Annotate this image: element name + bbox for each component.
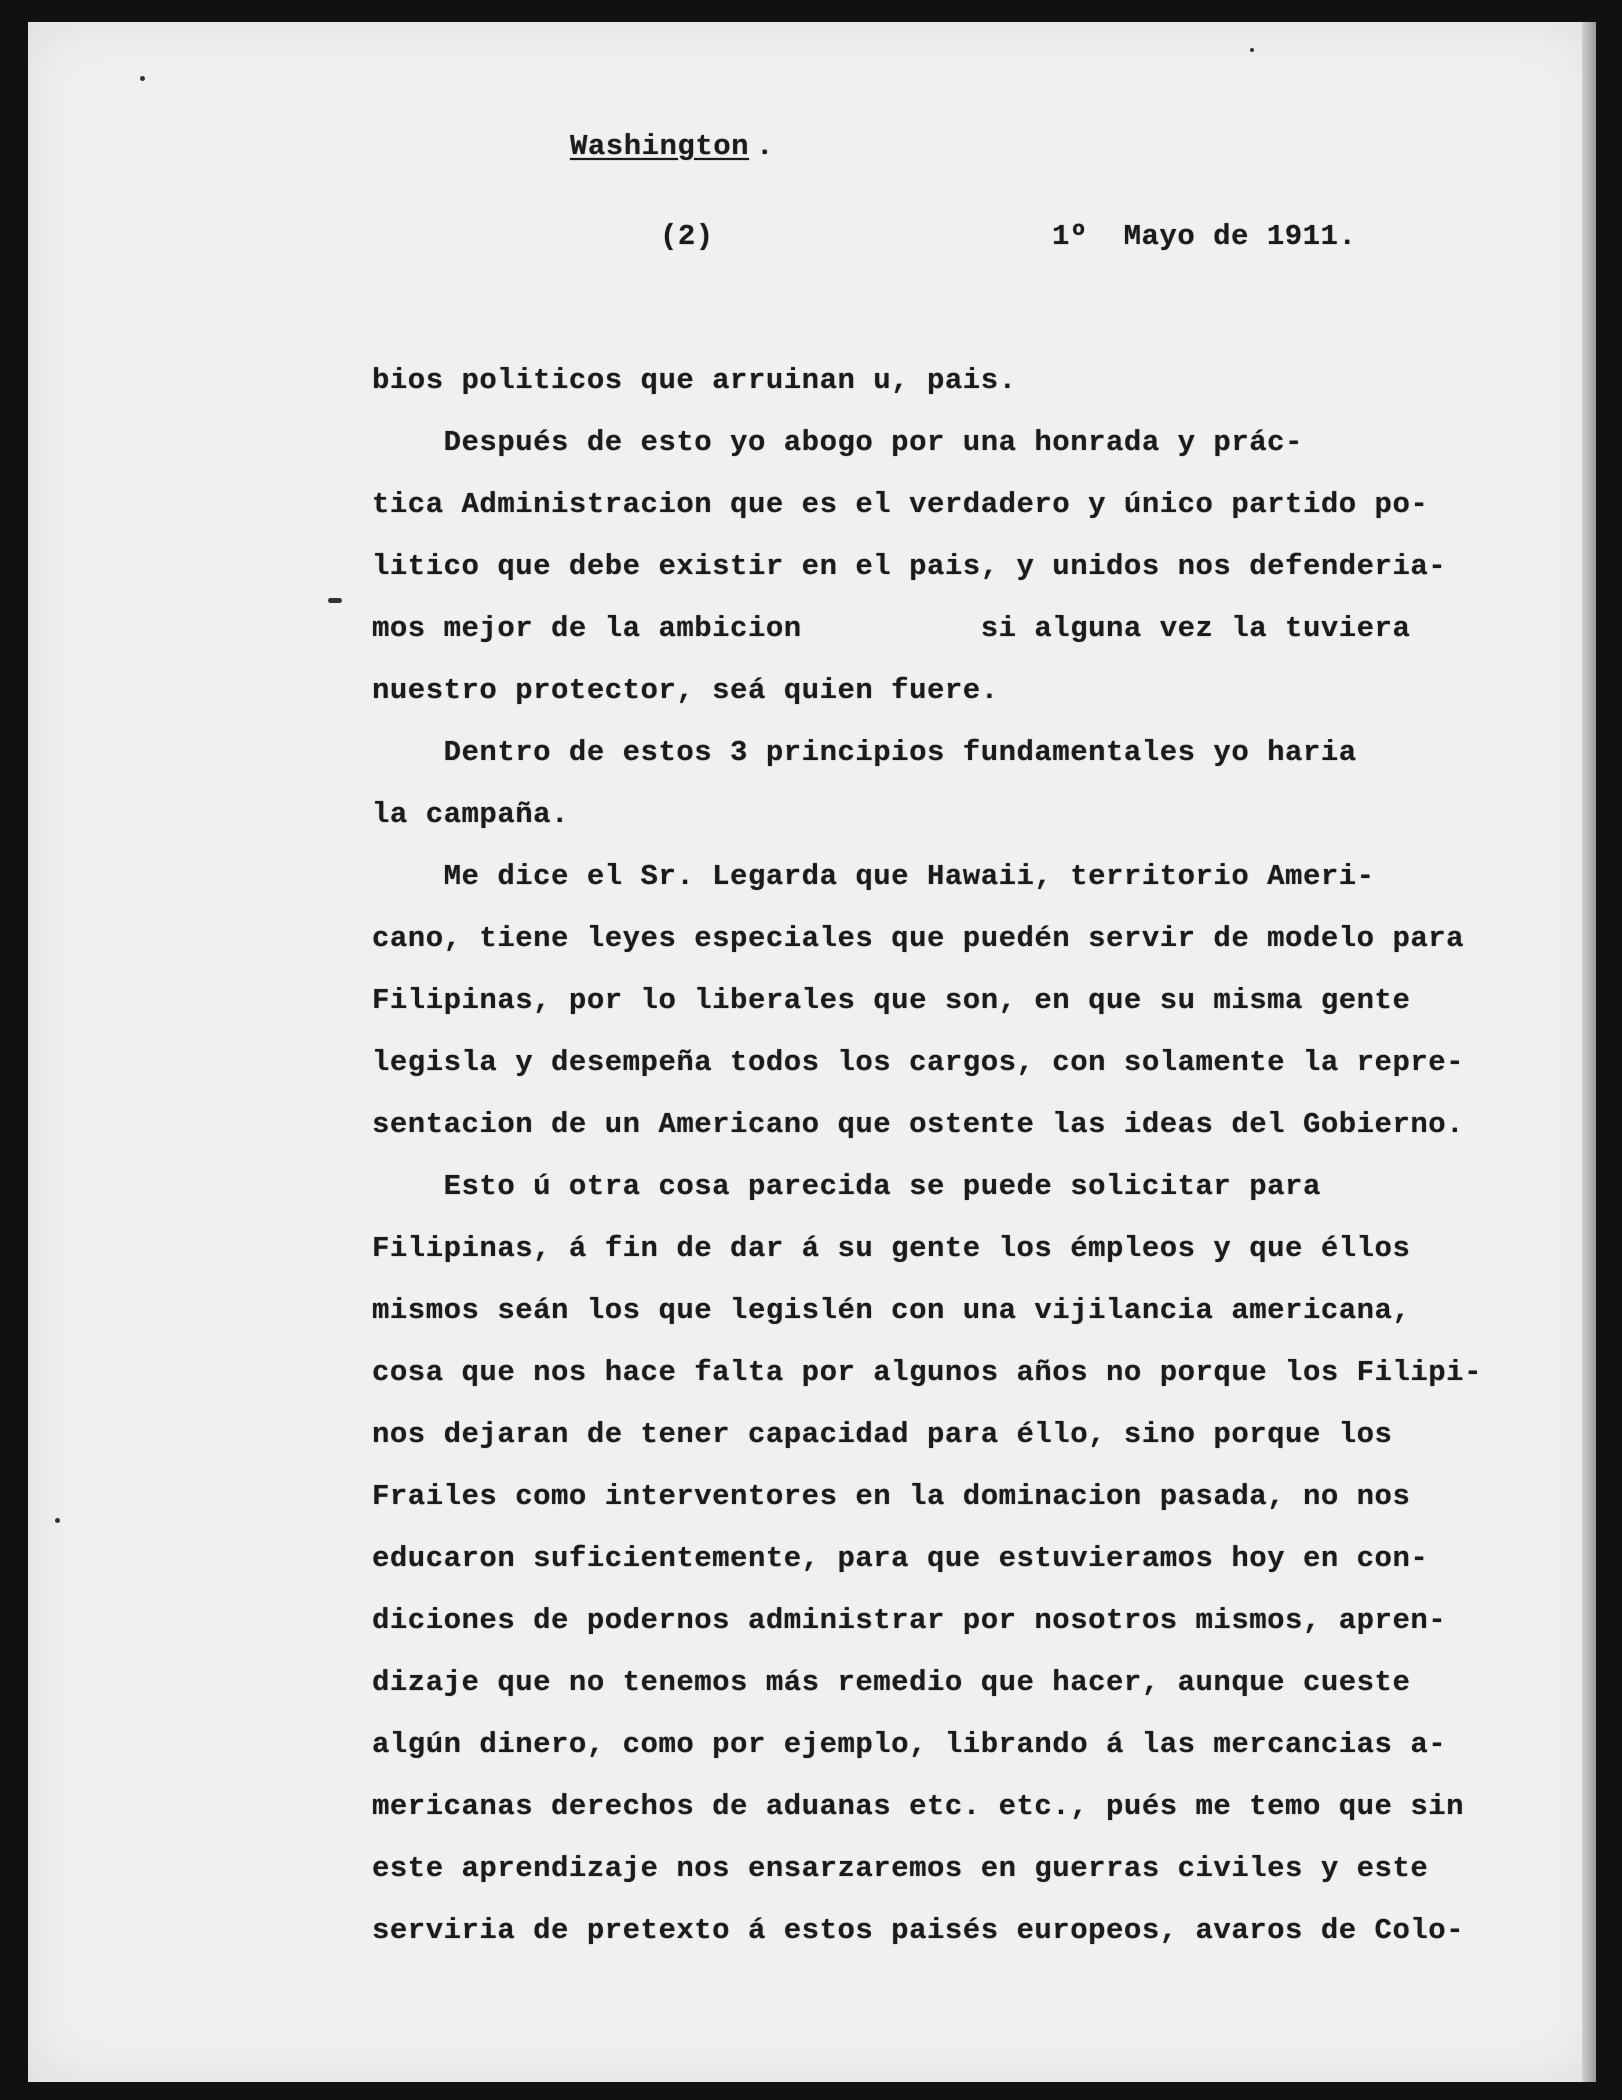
body-line: mericanas derechos de aduanas etc. etc., pués me temo que sin — [372, 1790, 1465, 1823]
body-line: Filipinas, á fin de dar á su gente los émpleos y que éllos — [372, 1232, 1411, 1265]
scan-speck — [55, 1518, 60, 1523]
letter-city-heading: Washington — [570, 130, 750, 163]
body-line: diciones de podernos administrar por nosotros mismos, apren- — [372, 1604, 1447, 1637]
body-line: dizaje que no tenemos más remedio que hacer, aunque cueste — [372, 1666, 1411, 1699]
body-line: educaron suficientemente, para que estuvieramos hoy en con- — [372, 1542, 1429, 1575]
body-line: algún dinero, como por ejemplo, librando á las mercancias a- — [372, 1728, 1447, 1761]
body-line: mos mejor de la ambicion si alguna vez la tuviera — [372, 612, 1411, 645]
scan-speck — [140, 76, 145, 81]
page-edge — [1582, 22, 1596, 2082]
body-line: serviria de pretexto á estos paisés europeos, avaros de Colo- — [372, 1914, 1465, 1947]
body-line: Esto ú otra cosa parecida se puede solicitar para — [372, 1170, 1321, 1203]
letter-body — [372, 350, 1482, 1962]
body-line: litico que debe existir en el pais, y unidos nos defenderia- — [372, 550, 1447, 583]
body-line: este aprendizaje nos ensarzaremos en guerras civiles y este — [372, 1852, 1429, 1885]
body-line: Después de esto yo abogo por una honrada y prác- — [372, 426, 1303, 459]
body-line: mismos seán los que legislén con una vijilancia americana, — [372, 1294, 1411, 1327]
letter-city-period: . — [756, 130, 774, 163]
body-line: la campaña. — [372, 798, 569, 831]
page-number: (2) — [660, 220, 714, 253]
body-line: bios politicos que arruinan u, pais. — [372, 364, 1017, 397]
scan-speck — [1250, 48, 1254, 52]
body-line: Filipinas, por lo liberales que son, en que su misma gente — [372, 984, 1411, 1017]
body-line: Dentro de estos 3 principios fundamentales yo haria — [372, 736, 1357, 769]
body-line: Me dice el Sr. Legarda que Hawaii, territorio Ameri- — [372, 860, 1375, 893]
body-line: tica Administracion que es el verdadero y único partido po- — [372, 488, 1429, 521]
body-line: sentacion de un Americano que ostente las ideas del Gobierno. — [372, 1108, 1465, 1141]
scan-speck — [328, 598, 342, 603]
body-line: cano, tiene leyes especiales que puedén servir de modelo para — [372, 922, 1465, 955]
body-line: Frailes como interventores en la dominacion pasada, no nos — [372, 1480, 1411, 1513]
body-line: cosa que nos hace falta por algunos años no porque los Filipi- — [372, 1356, 1482, 1389]
body-line: legisla y desempeña todos los cargos, con solamente la repre- — [372, 1046, 1465, 1079]
letter-date: 1º Mayo de 1911. — [1052, 220, 1357, 253]
body-line: nos dejaran de tener capacidad para éllo, sino porque los — [372, 1418, 1393, 1451]
body-line: nuestro protector, seá quien fuere. — [372, 674, 999, 707]
